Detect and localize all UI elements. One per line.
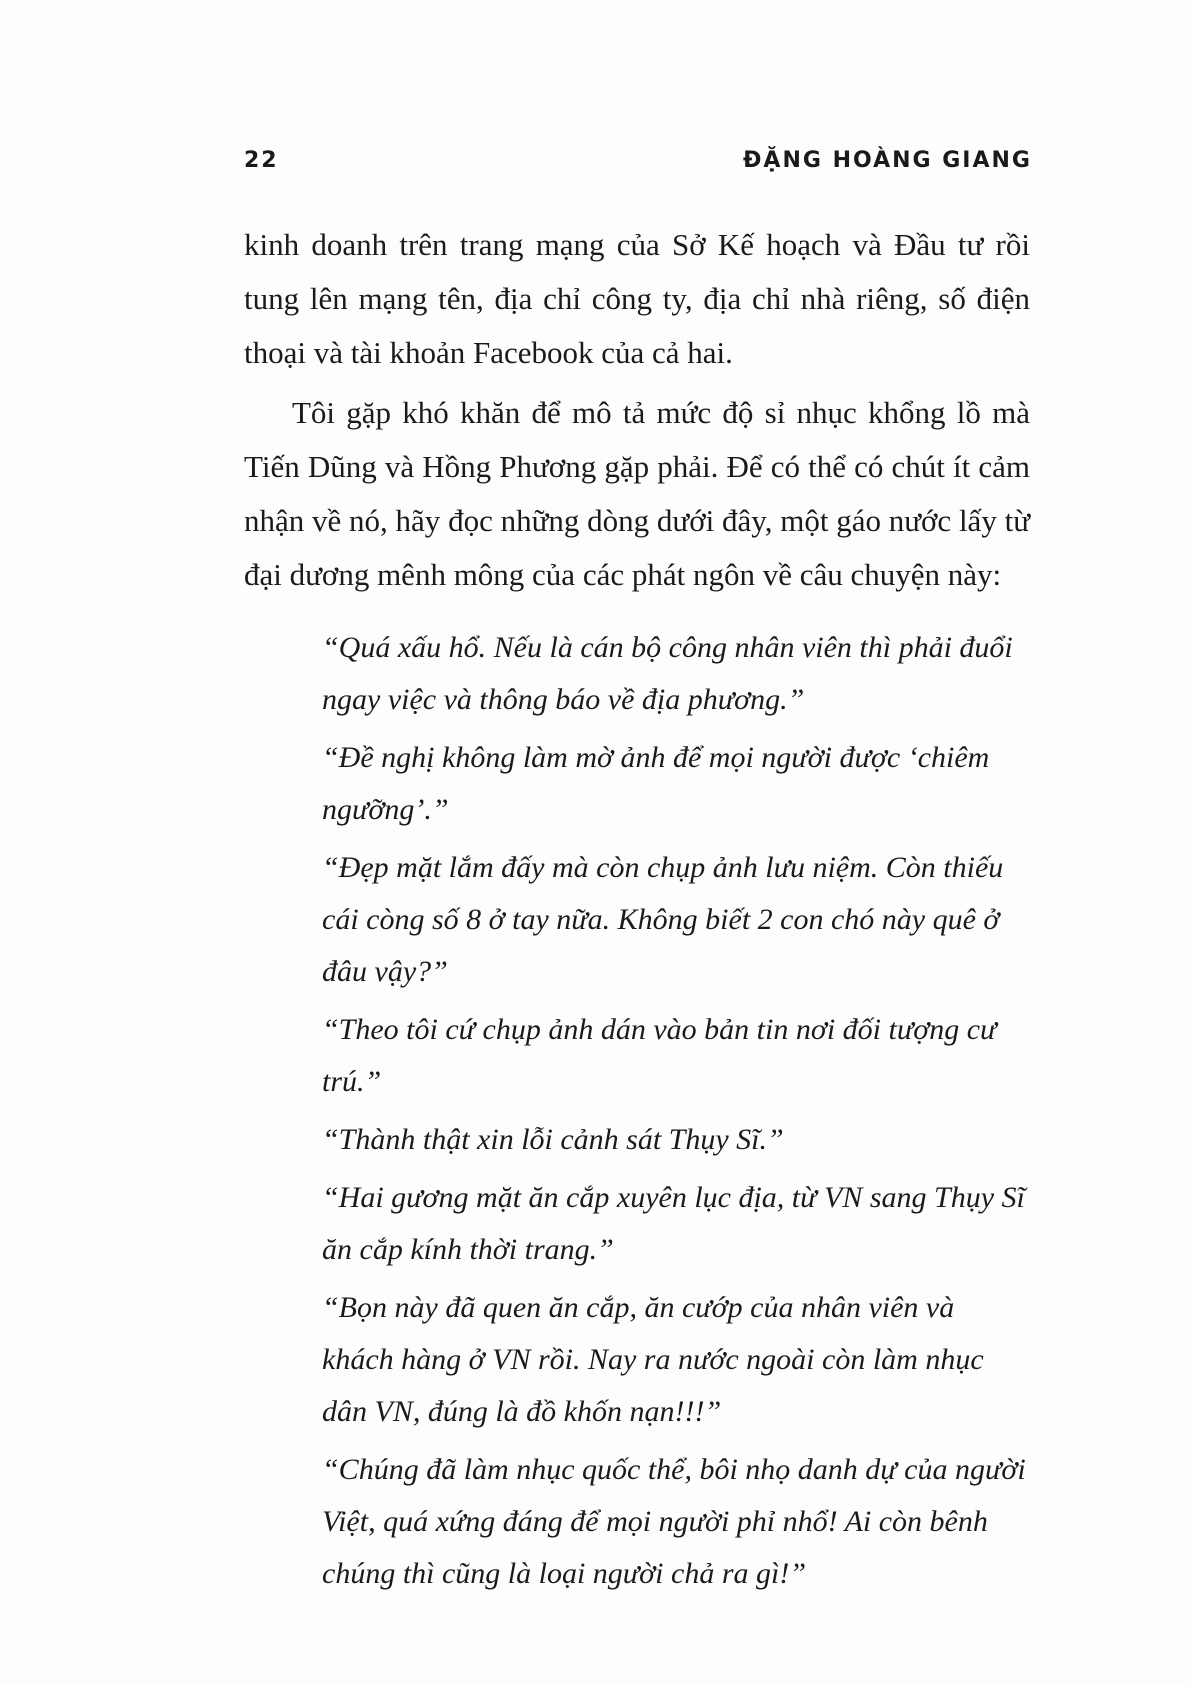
quote: “Bọn này đã quen ăn cắp, ăn cướp của nhân viên và khách hàng ở VN rồi. Nay ra nước ngoài còn làm nhục dân VN, đúng là đồ khốn nạn!!!” (322, 1291, 984, 1428)
paragraph-continued: kinh doanh trên trang mạng của Sở Kế hoạch và Đầu tư rồi tung lên mạng tên, địa chỉ công ty, địa chỉ nhà riêng, số điện thoại và tài khoản Facebook của cả hai. (244, 227, 1030, 370)
paragraph: Tôi gặp khó khăn để mô tả mức độ sỉ nhục khổng lồ mà Tiến Dũng và Hồng Phương gặp phải. Để có thể có chút ít cảm nhận về nó, hãy đọc những dòng dưới đây, một gáo nước lấy từ đại dương mênh mông của các phát ngôn về câu chuyện này: (244, 395, 1030, 592)
quote: “Đề nghị không làm mờ ảnh để mọi người được ‘chiêm ngưỡng’.” (322, 741, 990, 826)
quote: “Đẹp mặt lắm đấy mà còn chụp ảnh lưu niệm. Còn thiếu cái còng số 8 ở tay nữa. Không biết 2 con chó này quê ở đâu vậy?” (322, 851, 1004, 988)
quote: “Hai gương mặt ăn cắp xuyên lục địa, từ VN sang Thụy Sĩ ăn cắp kính thời trang.” (322, 1181, 1025, 1266)
page-number: 22 (244, 148, 279, 173)
body-text (244, 218, 1030, 608)
quote: “Quá xấu hổ. Nếu là cán bộ công nhân viên thì phải đuổi ngay việc và thông báo về địa phương.” (322, 631, 1013, 716)
quote: “Thành thật xin lỗi cảnh sát Thụy Sĩ.” (322, 1123, 784, 1156)
page-header (244, 148, 1032, 173)
quote-list (322, 622, 1032, 1606)
quote: “Chúng đã làm nhục quốc thể, bôi nhọ danh dự của người Việt, quá xứng đáng để mọi người phỉ nhổ! Ai còn bênh chúng thì cũng là loại người chả ra gì!” (322, 1453, 1026, 1590)
quote: “Theo tôi cứ chụp ảnh dán vào bản tin nơi đối tượng cư trú.” (322, 1013, 997, 1098)
running-title: ĐẶNG HOÀNG GIANG (742, 148, 1032, 173)
